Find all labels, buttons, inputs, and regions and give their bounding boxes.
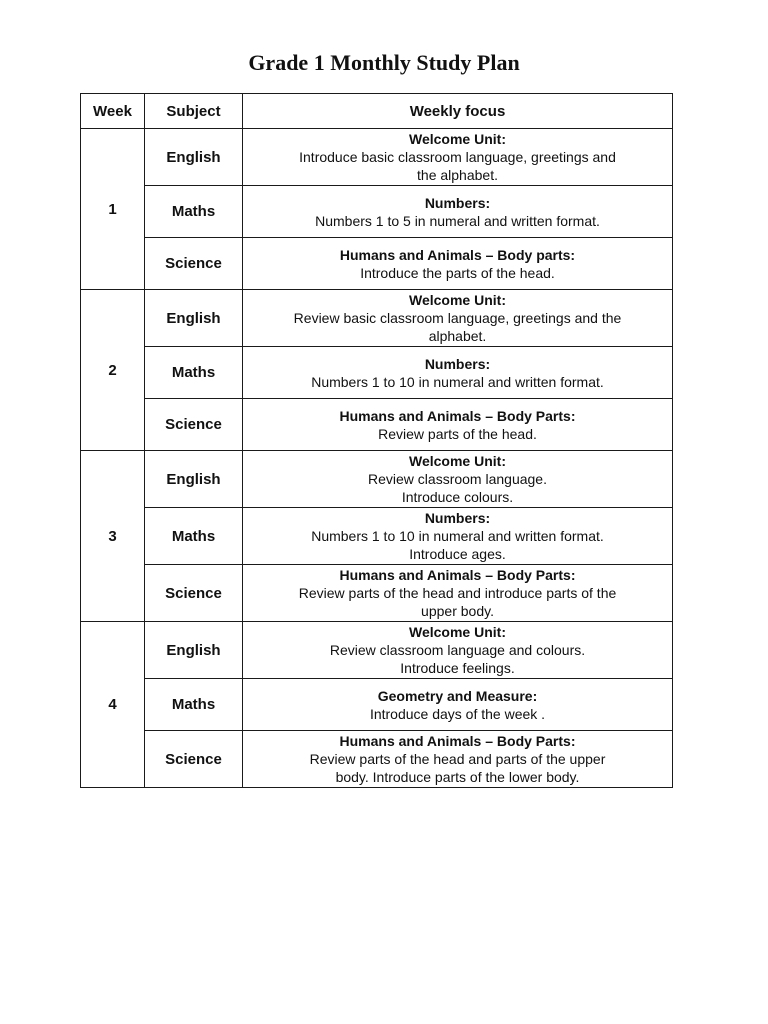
subject-cell: English	[145, 451, 243, 508]
subject-cell: Science	[145, 731, 243, 788]
focus-description-line: Numbers 1 to 10 in numeral and written format.	[311, 528, 604, 544]
table-row	[81, 347, 673, 399]
focus-heading: Humans and Animals – Body parts:	[339, 246, 576, 263]
week-number-cell: 2	[81, 290, 145, 451]
focus-heading: Welcome Unit:	[409, 292, 506, 308]
study-plan-table	[80, 93, 673, 788]
table-row	[81, 622, 673, 679]
table-row	[81, 290, 673, 347]
focus-heading: Numbers:	[424, 510, 491, 526]
focus-description-line: the alphabet.	[417, 167, 498, 183]
weekly-focus-cell	[243, 347, 673, 399]
focus-description-line: Review parts of the head.	[378, 425, 537, 442]
focus-description-line: Review parts of the head and parts of the upper	[309, 751, 606, 767]
focus-heading: Humans and Animals – Body Parts:	[339, 407, 576, 424]
header-week: Week	[81, 94, 145, 129]
focus-description-line: Review basic classroom language, greetings and the	[293, 310, 622, 326]
focus-description-line: upper body.	[421, 603, 494, 619]
subject-cell: Science	[145, 399, 243, 451]
week-number-cell: 4	[81, 622, 145, 788]
weekly-focus-cell	[243, 565, 673, 622]
weekly-focus-cell	[243, 508, 673, 565]
subject-cell: Maths	[145, 679, 243, 731]
focus-heading: Humans and Animals – Body Parts:	[339, 733, 576, 749]
focus-description-line: Introduce the parts of the head.	[360, 264, 555, 281]
weekly-focus-cell	[243, 731, 673, 788]
weekly-focus-cell	[243, 399, 673, 451]
table-row	[81, 679, 673, 731]
focus-heading: Numbers:	[424, 355, 491, 372]
focus-heading: Humans and Animals – Body Parts:	[339, 567, 576, 583]
focus-description-line: Introduce days of the week .	[369, 705, 546, 722]
weekly-focus-cell	[243, 186, 673, 238]
focus-heading: Welcome Unit:	[409, 131, 506, 147]
focus-description-line: Review classroom language.	[368, 471, 547, 487]
focus-heading: Geometry and Measure:	[377, 687, 538, 704]
subject-cell: Maths	[145, 508, 243, 565]
table-row	[81, 129, 673, 186]
weekly-focus-cell	[243, 679, 673, 731]
table-header-row	[81, 94, 673, 129]
focus-description-line: Introduce feelings.	[400, 660, 515, 676]
subject-cell: English	[145, 129, 243, 186]
focus-description-line: body. Introduce parts of the lower body.	[335, 769, 580, 785]
focus-description-line: Introduce colours.	[401, 489, 514, 505]
subject-cell: English	[145, 622, 243, 679]
focus-description-line: Review classroom language and colours.	[329, 642, 586, 658]
week-number-cell: 1	[81, 129, 145, 290]
table-row	[81, 238, 673, 290]
focus-description-line: Introduce basic classroom language, greetings and	[299, 149, 616, 165]
page-title: Grade 1 Monthly Study Plan	[248, 50, 520, 75]
weekly-focus-cell	[243, 129, 673, 186]
focus-description-line: Review parts of the head and introduce parts of the	[298, 585, 617, 601]
focus-description-line: Numbers 1 to 10 in numeral and written format.	[311, 373, 604, 390]
focus-heading: Welcome Unit:	[409, 624, 506, 640]
focus-heading: Numbers:	[424, 194, 491, 211]
focus-heading: Welcome Unit:	[409, 453, 506, 469]
table-row	[81, 399, 673, 451]
table-row	[81, 451, 673, 508]
header-subject: Subject	[145, 94, 243, 129]
subject-cell: Science	[145, 565, 243, 622]
weekly-focus-cell	[243, 290, 673, 347]
table-row	[81, 731, 673, 788]
focus-description-line: Numbers 1 to 5 in numeral and written format.	[315, 212, 600, 229]
weekly-focus-cell	[243, 451, 673, 508]
focus-description-line: alphabet.	[428, 328, 487, 344]
table-row	[81, 186, 673, 238]
header-weekly-focus: Weekly focus	[243, 94, 673, 129]
focus-description-line: Introduce ages.	[409, 546, 506, 562]
subject-cell: Maths	[145, 186, 243, 238]
table-body	[81, 129, 673, 788]
subject-cell: Science	[145, 238, 243, 290]
weekly-focus-cell	[243, 622, 673, 679]
week-number-cell: 3	[81, 451, 145, 622]
weekly-focus-cell	[243, 238, 673, 290]
table-row	[81, 565, 673, 622]
table-row	[81, 508, 673, 565]
subject-cell: Maths	[145, 347, 243, 399]
subject-cell: English	[145, 290, 243, 347]
